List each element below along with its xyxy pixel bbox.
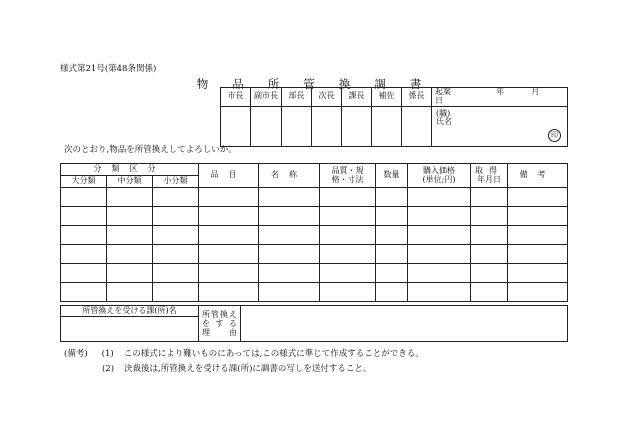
sign-box-mayor[interactable] [221, 106, 251, 146]
hinmoku-header: 品目 [199, 164, 259, 188]
title-char: 調 [374, 77, 386, 91]
sign-box-deputy-director[interactable] [312, 106, 342, 146]
role-assistant: 補佐 [372, 88, 402, 107]
role-subsection-chief: 係長 [402, 88, 432, 107]
kian-header [432, 88, 568, 107]
receiving-dept-label: 所管換えを受ける課(所)名 [61, 306, 199, 317]
note-line-1 [64, 347, 424, 359]
meisho-header: 名称 [259, 164, 320, 188]
note-text: この様式により難いものにあっては,この様式に準じて作成することができる。 [123, 349, 424, 359]
sign-box-deputy-mayor[interactable] [251, 106, 282, 146]
middle-class-header: 中分類 [107, 176, 153, 188]
reason-label: 所管換え をする 理由 [199, 306, 241, 342]
classification-header: 分類区分 [61, 164, 199, 176]
note-num: (1) [101, 349, 114, 359]
hinshitsu-header: 品質・規 格・寸法 [320, 164, 376, 188]
suryo-header: 数量 [376, 164, 408, 188]
kian-month: 月 [531, 87, 540, 96]
title-char: 物 [196, 77, 209, 91]
title-char: 換 [338, 77, 351, 91]
title-char: 管 [303, 77, 315, 91]
table-row [61, 283, 568, 302]
role-deputy-mayor: 副市長 [251, 88, 282, 107]
kian-body[interactable] [432, 106, 568, 146]
item-table [60, 163, 568, 302]
table-row [61, 207, 568, 226]
table-row [61, 264, 568, 283]
note-line-2 [102, 362, 371, 374]
shoku-label: (職) [436, 108, 451, 118]
approval-table [220, 87, 568, 147]
role-mayor: 市長 [221, 88, 251, 107]
kakaku-header: 購入価格 (単位;円) [408, 164, 471, 188]
seal-mark: 印 [548, 129, 561, 142]
note-num: (2) [102, 364, 115, 374]
reason-field[interactable] [241, 306, 568, 342]
minor-class-header: 小分類 [153, 176, 199, 188]
title-char: 品 [232, 77, 244, 91]
sign-box-section-chief[interactable] [342, 106, 372, 146]
table-row [61, 245, 568, 264]
notes-label: (備考) [64, 349, 88, 359]
sign-box-subsection-chief[interactable] [402, 106, 432, 146]
kian-day: 日 [435, 95, 443, 105]
table-row [61, 188, 568, 207]
kian-year: 年 [496, 87, 505, 96]
biko-header: 備考 [508, 164, 568, 188]
sign-box-assistant[interactable] [372, 106, 402, 146]
role-director: 部長 [282, 88, 312, 107]
role-deputy-director: 次長 [312, 88, 342, 107]
form-number: 様式第21号(第48条関係) [60, 64, 157, 74]
intro-text: 次のとおり,物品を所管換えしてよろしいか。 [64, 145, 237, 155]
note-text: 決裁後は,所管換えを受ける課(所)に調書の写しを送付すること。 [124, 364, 372, 374]
shutoku-header: 取得 年月日 [471, 164, 508, 188]
role-section-chief: 課長 [342, 88, 372, 107]
receiving-dept-field[interactable] [61, 317, 199, 342]
major-class-header: 大分類 [61, 176, 107, 188]
title-char: 書 [409, 77, 422, 91]
kian-label: 起案 [435, 87, 451, 96]
table-row [61, 226, 568, 245]
shimei-label: 氏名 [436, 117, 452, 127]
transfer-table [60, 305, 568, 342]
sign-box-director[interactable] [282, 106, 312, 146]
title-char: 所 [267, 77, 280, 91]
